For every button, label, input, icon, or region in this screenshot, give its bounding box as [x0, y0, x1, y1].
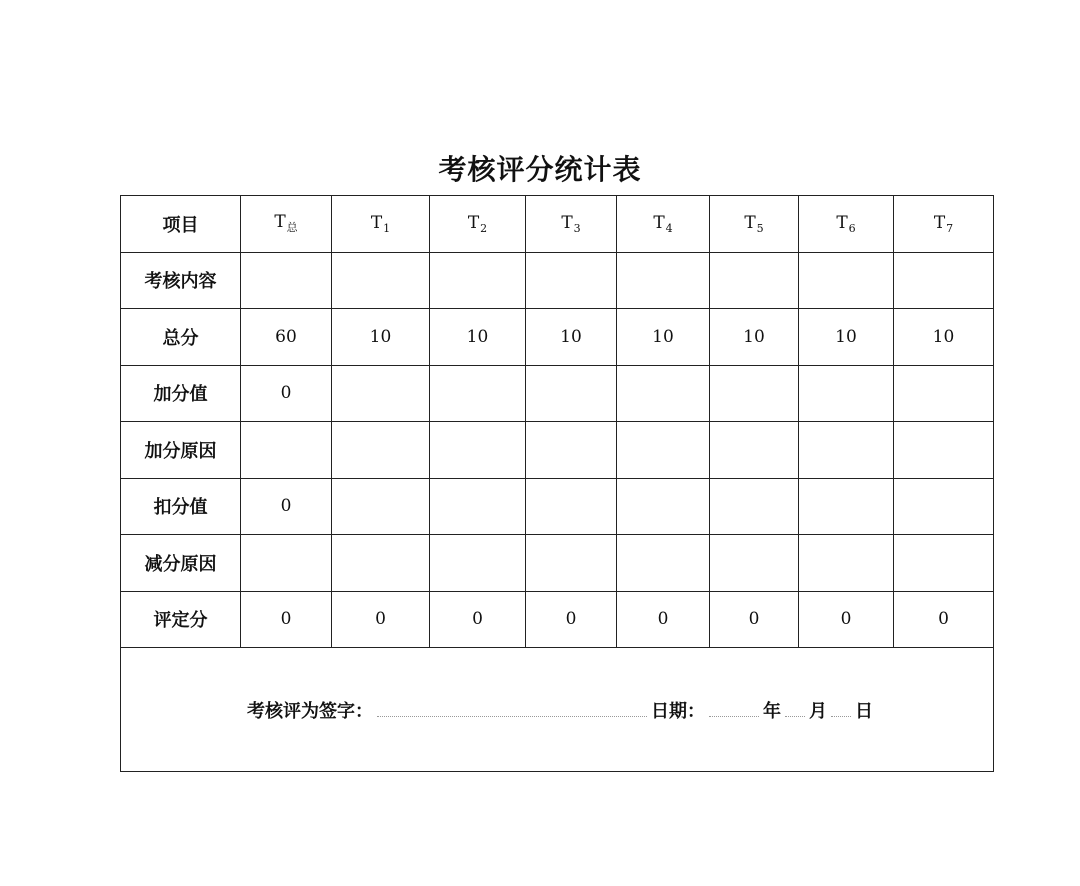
column-header-t1: $T_1$ — [332, 196, 430, 253]
table-cell: 0 — [526, 591, 617, 648]
table-cell — [617, 535, 710, 592]
row-label-cell: 减分原因 — [121, 535, 241, 592]
row-label-cell: 加分值 — [121, 365, 241, 422]
day-blank[interactable] — [831, 702, 851, 717]
table-cell — [332, 422, 430, 479]
table-cell — [526, 478, 617, 535]
table-cell: 10 — [526, 309, 617, 366]
table-row — [121, 478, 994, 535]
table-cell: 0 — [241, 478, 332, 535]
table-row — [121, 252, 994, 309]
column-header-t4: $T_4$ — [617, 196, 710, 253]
table-cell — [332, 365, 430, 422]
table-cell: 0 — [799, 591, 894, 648]
table-cell — [241, 422, 332, 479]
table-cell — [526, 422, 617, 479]
table-row — [121, 535, 994, 592]
score-table — [120, 195, 994, 772]
signature-cell — [121, 648, 994, 772]
table-cell: 0 — [617, 591, 710, 648]
table-cell — [710, 422, 799, 479]
table-cell — [894, 478, 994, 535]
row-label-cell: 扣分值 — [121, 478, 241, 535]
signature-label: 考核评为签字： — [247, 700, 373, 722]
row-label-cell: 总分 — [121, 309, 241, 366]
column-header-t7: $T_7$ — [894, 196, 994, 253]
table-cell — [526, 252, 617, 309]
table-cell — [430, 422, 526, 479]
table-cell: 10 — [894, 309, 994, 366]
page-title: 考核评分统计表 — [438, 153, 642, 186]
table-row — [121, 309, 994, 366]
table-cell — [241, 252, 332, 309]
table-row — [121, 365, 994, 422]
table-cell — [617, 365, 710, 422]
table-cell: 10 — [430, 309, 526, 366]
year-blank[interactable] — [709, 702, 759, 717]
table-cell — [332, 535, 430, 592]
column-header-t5: $T_5$ — [710, 196, 799, 253]
column-header-t2: $T_2$ — [430, 196, 526, 253]
table-cell — [617, 422, 710, 479]
table-cell — [710, 535, 799, 592]
table-cell — [430, 535, 526, 592]
table-cell: 10 — [617, 309, 710, 366]
table-cell — [710, 252, 799, 309]
table-cell — [430, 478, 526, 535]
date-label: 日期： — [651, 700, 705, 722]
table-cell — [241, 535, 332, 592]
column-header-t6: $T_6$ — [799, 196, 894, 253]
row-label-cell: 评定分 — [121, 591, 241, 648]
table-cell — [799, 422, 894, 479]
table-cell — [430, 252, 526, 309]
month-blank[interactable] — [785, 702, 805, 717]
table-cell: 0 — [430, 591, 526, 648]
day-label: 日 — [855, 700, 873, 722]
table-cell — [799, 252, 894, 309]
table-cell — [430, 365, 526, 422]
table-cell — [894, 252, 994, 309]
table-cell — [332, 478, 430, 535]
table-cell — [617, 252, 710, 309]
table-cell — [526, 535, 617, 592]
table-cell — [799, 478, 894, 535]
column-header-t-total: $T_总$ — [241, 196, 332, 253]
table-cell — [799, 535, 894, 592]
header-label-cell: 项目 — [121, 196, 241, 253]
table-cell: 10 — [332, 309, 430, 366]
table-cell — [617, 478, 710, 535]
row-label-cell: 考核内容 — [121, 252, 241, 309]
table-cell: 60 — [241, 309, 332, 366]
table-cell — [894, 535, 994, 592]
table-cell — [894, 365, 994, 422]
table-cell: 10 — [799, 309, 894, 366]
table-cell: 0 — [241, 365, 332, 422]
header-row — [121, 196, 994, 253]
table-cell — [710, 365, 799, 422]
table-cell: 0 — [894, 591, 994, 648]
table-cell: 0 — [710, 591, 799, 648]
table-cell: 0 — [241, 591, 332, 648]
table-cell — [799, 365, 894, 422]
table-cell: 10 — [710, 309, 799, 366]
table-cell — [526, 365, 617, 422]
signature-blank[interactable] — [377, 702, 647, 717]
year-label: 年 — [763, 700, 781, 722]
table-cell — [894, 422, 994, 479]
table-row — [121, 591, 994, 648]
column-header-t3: $T_3$ — [526, 196, 617, 253]
table-row — [121, 422, 994, 479]
row-label-cell: 加分原因 — [121, 422, 241, 479]
table-cell — [332, 252, 430, 309]
signature-row — [121, 648, 994, 772]
table-cell: 0 — [332, 591, 430, 648]
month-label: 月 — [809, 700, 827, 722]
table-cell — [710, 478, 799, 535]
